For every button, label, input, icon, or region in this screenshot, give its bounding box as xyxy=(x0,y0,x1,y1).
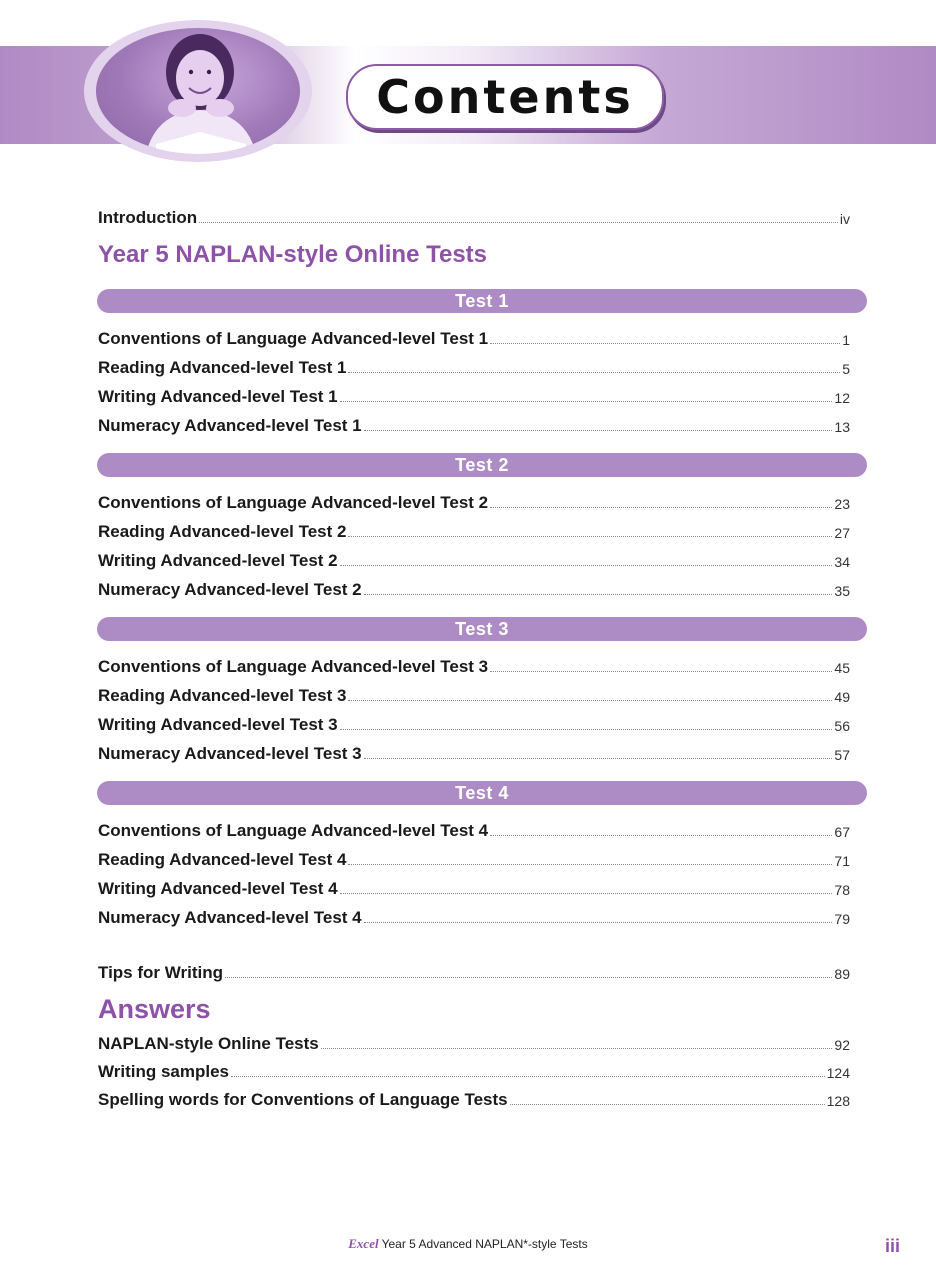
toc-entry-page: 56 xyxy=(834,718,850,734)
toc-entry-page: 78 xyxy=(834,882,850,898)
toc-entry-label: Writing Advanced-level Test 2 xyxy=(98,551,338,570)
dot-leader xyxy=(348,371,840,373)
toc-entry-label: Writing samples xyxy=(98,1062,229,1081)
toc-entry-page: 13 xyxy=(834,419,850,435)
toc-entry[interactable] xyxy=(98,846,850,870)
toc-entry[interactable] xyxy=(98,576,850,600)
test-bar-label: Test 3 xyxy=(455,618,509,639)
dot-leader xyxy=(340,564,833,566)
test-bar-2 xyxy=(97,453,867,477)
dot-leader xyxy=(364,593,833,595)
toc-entry-label: Reading Advanced-level Test 2 xyxy=(98,522,347,541)
dot-leader xyxy=(340,728,833,730)
test-bar-4 xyxy=(97,781,867,805)
toc-entry[interactable] xyxy=(98,412,850,436)
toc-entry-page: 124 xyxy=(826,1065,850,1081)
toc-entry-label: Conventions of Language Advanced-level Test 1 xyxy=(98,329,489,348)
dot-leader xyxy=(490,670,832,672)
section-heading-online-tests: Year 5 NAPLAN-style Online Tests xyxy=(98,241,488,268)
toc-entry[interactable] xyxy=(98,518,850,542)
toc-entry-page: 35 xyxy=(834,583,850,599)
dot-leader xyxy=(364,429,833,431)
toc-entry-page: 92 xyxy=(834,1037,850,1053)
footer-brand: Excel xyxy=(348,1236,379,1251)
toc-entry[interactable] xyxy=(98,875,850,899)
dot-leader xyxy=(348,699,832,701)
toc-entry[interactable] xyxy=(98,1086,850,1110)
toc-entry-tips[interactable] xyxy=(98,959,850,983)
page-title-pill xyxy=(346,64,664,130)
toc-entry-page: 1 xyxy=(842,332,850,348)
dot-leader xyxy=(364,921,833,923)
toc-entry-page: 34 xyxy=(834,554,850,570)
toc-entry[interactable] xyxy=(98,547,850,571)
test-bar-label: Test 2 xyxy=(455,454,509,475)
page-title: Contents xyxy=(376,70,634,124)
toc-entry-page: 71 xyxy=(834,853,850,869)
toc-entry-page: 49 xyxy=(834,689,850,705)
toc-entry[interactable] xyxy=(98,740,850,764)
toc-entry-label: Introduction xyxy=(98,208,198,227)
toc-entry-label: Writing Advanced-level Test 1 xyxy=(98,387,338,406)
toc-entry-label: NAPLAN-style Online Tests xyxy=(98,1034,319,1053)
toc-entry-label: Reading Advanced-level Test 1 xyxy=(98,358,347,377)
toc-entry[interactable] xyxy=(98,817,850,841)
toc-entry-label: Reading Advanced-level Test 4 xyxy=(98,850,347,869)
toc-entry-label: Numeracy Advanced-level Test 4 xyxy=(98,908,362,927)
dot-leader xyxy=(340,400,833,402)
toc-entry-label: Conventions of Language Advanced-level Test 4 xyxy=(98,821,489,840)
student-photo xyxy=(96,28,300,154)
toc-entry[interactable] xyxy=(98,711,850,735)
dot-leader xyxy=(490,342,840,344)
toc-entry-label: Tips for Writing xyxy=(98,963,223,982)
student-illustration xyxy=(96,28,300,154)
page-number: iii xyxy=(884,1236,900,1256)
footer xyxy=(0,1236,936,1252)
toc-entry-page: 57 xyxy=(834,747,850,763)
dot-leader xyxy=(490,834,832,836)
toc-entry-label: Writing Advanced-level Test 4 xyxy=(98,879,338,898)
toc-entry-label: Conventions of Language Advanced-level Test 3 xyxy=(98,657,489,676)
dot-leader xyxy=(348,863,832,865)
dot-leader xyxy=(510,1103,825,1105)
toc-entry-page: 45 xyxy=(834,660,850,676)
toc-entry-label: Numeracy Advanced-level Test 1 xyxy=(98,416,362,435)
test-bar-1 xyxy=(97,289,867,313)
toc-entry[interactable] xyxy=(98,354,850,378)
section-heading-answers: Answers xyxy=(98,994,211,1024)
toc-entry[interactable] xyxy=(98,383,850,407)
toc-entry-label: Writing Advanced-level Test 3 xyxy=(98,715,338,734)
dot-leader xyxy=(340,892,833,894)
toc-entry-label: Reading Advanced-level Test 3 xyxy=(98,686,347,705)
toc-entry-page: 23 xyxy=(834,496,850,512)
toc-entry-page: 67 xyxy=(834,824,850,840)
dot-leader xyxy=(225,976,832,978)
dot-leader xyxy=(199,221,838,223)
toc-entry-label: Numeracy Advanced-level Test 3 xyxy=(98,744,362,763)
toc-entry[interactable] xyxy=(98,653,850,677)
toc-entry[interactable] xyxy=(98,325,850,349)
toc-entry[interactable] xyxy=(98,682,850,706)
dot-leader xyxy=(231,1075,825,1077)
toc-entry-introduction[interactable] xyxy=(98,204,850,228)
dot-leader xyxy=(364,757,833,759)
toc-entry-page: 89 xyxy=(834,966,850,982)
toc-entry-page: 128 xyxy=(826,1093,850,1109)
dot-leader xyxy=(490,506,832,508)
toc-entry[interactable] xyxy=(98,1058,850,1082)
toc-entry-label: Conventions of Language Advanced-level Test 2 xyxy=(98,493,489,512)
toc-entry[interactable] xyxy=(98,904,850,928)
toc-entry-label: Spelling words for Conventions of Language Tests xyxy=(98,1090,508,1109)
toc-entry[interactable] xyxy=(98,1030,850,1054)
toc-entry-page: 79 xyxy=(834,911,850,927)
dot-leader xyxy=(321,1047,833,1049)
toc-entry-page: iv xyxy=(839,211,850,227)
toc-entry[interactable] xyxy=(98,489,850,513)
dot-leader xyxy=(348,535,832,537)
toc-entry-page: 5 xyxy=(842,361,850,377)
toc-entry-page: 27 xyxy=(834,525,850,541)
test-bar-3 xyxy=(97,617,867,641)
toc-entry-label: Numeracy Advanced-level Test 2 xyxy=(98,580,362,599)
test-bar-label: Test 4 xyxy=(455,782,509,803)
test-bar-label: Test 1 xyxy=(455,290,509,311)
footer-text: Year 5 Advanced NAPLAN*-style Tests xyxy=(381,1237,588,1251)
toc-entry-page: 12 xyxy=(834,390,850,406)
